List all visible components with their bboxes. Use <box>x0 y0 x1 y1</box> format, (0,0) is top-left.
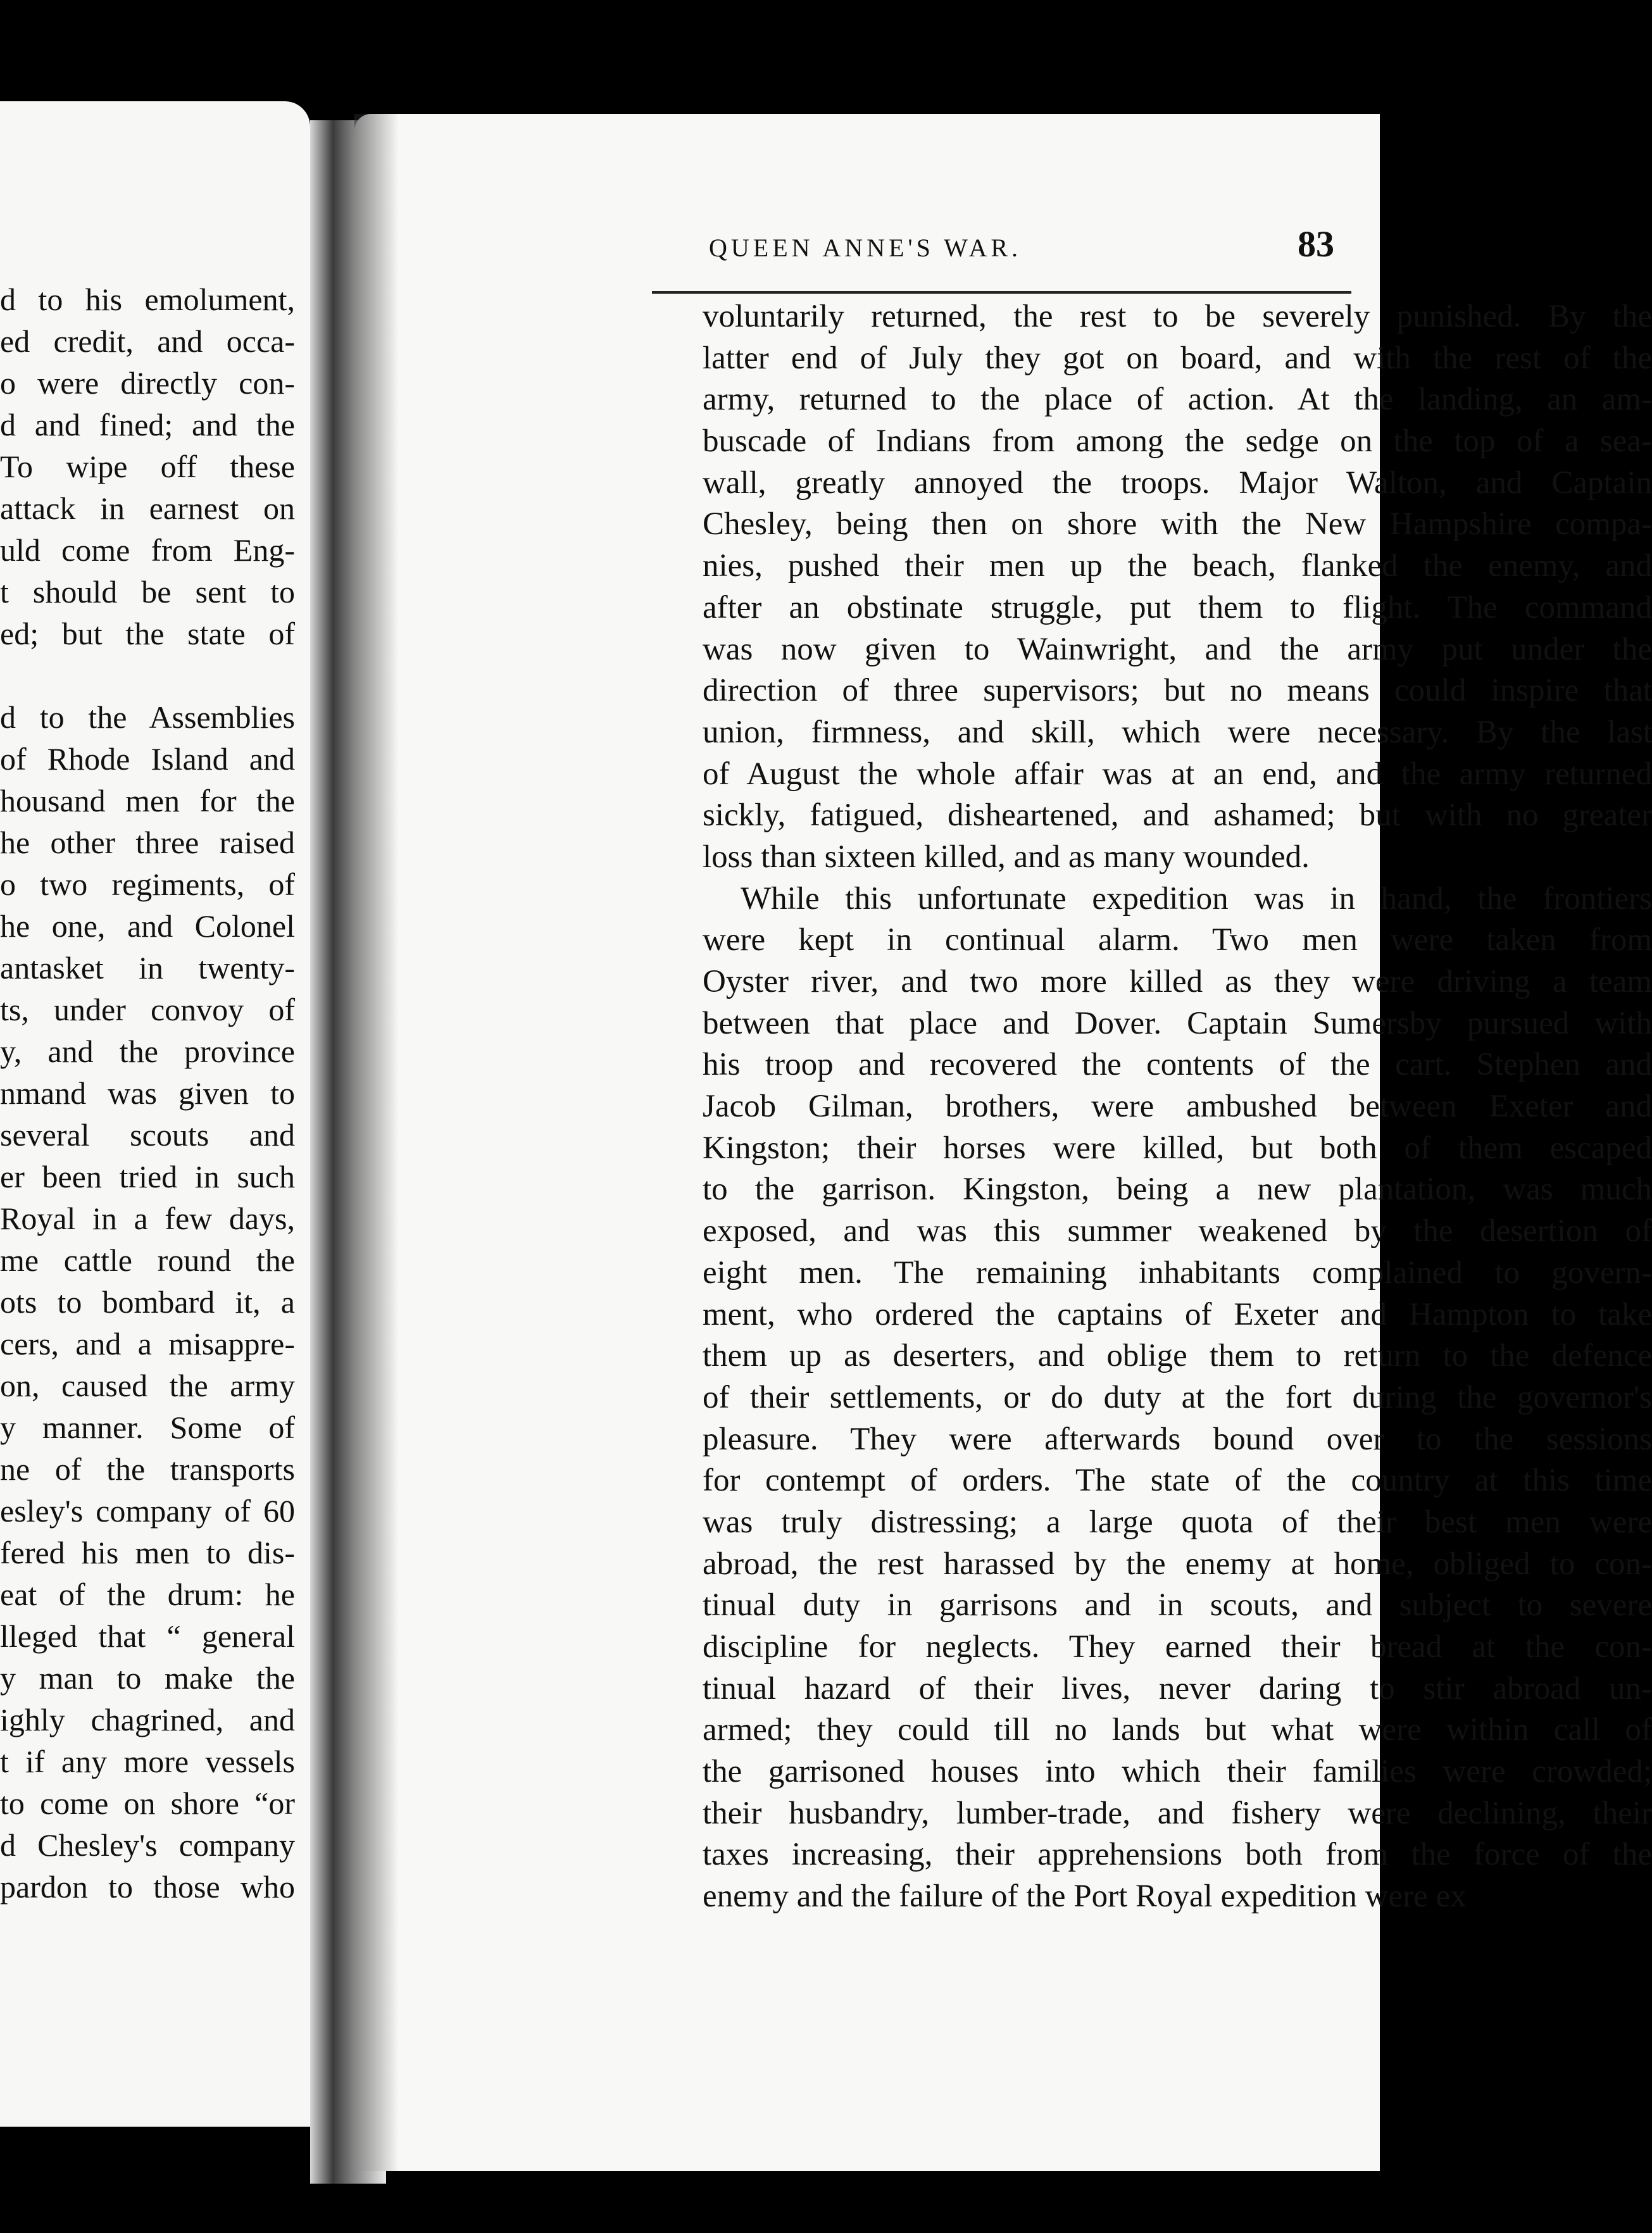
text-line: for contempt of orders. The state of the country at this time <box>703 1463 1652 1499</box>
left-text-line: attack in earnest on <box>0 491 295 526</box>
text-line: While this unfortunate expedition was in hand, the frontiers <box>741 880 1652 916</box>
text-line: nies, pushed their men up the beach, flanked the enemy, and <box>703 548 1652 584</box>
text-line: after an obstinate struggle, put them to flight. The command <box>703 589 1652 625</box>
running-head: QUEEN ANNE'S WAR. <box>709 234 1022 262</box>
page-number: 83 <box>1298 223 1334 265</box>
left-text-line: t should be sent to <box>0 574 295 610</box>
left-text-line: d and fined; and the <box>0 407 295 442</box>
left-text-line: d to his emolument, <box>0 282 295 317</box>
text-line: their husbandry, lumber-trade, and fishery were declining, their <box>703 1795 1652 1831</box>
text-line: direction of three supervisors; but no means could inspire that <box>703 673 1652 709</box>
text-line: enemy and the failure of the Port Royal expedition were ex <box>703 1879 1467 1915</box>
left-page <box>0 101 310 2127</box>
text-line: latter end of July they got on board, and with the rest of the <box>703 340 1652 376</box>
text-line: ment, who ordered the captains of Exeter and Hampton to take <box>703 1296 1652 1332</box>
left-text-line: antasket in twenty- <box>0 950 295 985</box>
text-line: Kingston; their horses were killed, but both of them escaped <box>703 1130 1652 1166</box>
left-text-line: d Chesley's company <box>0 1827 295 1863</box>
text-line: of August the whole affair was at an end, and the army returned <box>703 756 1652 792</box>
gutter-shadow <box>354 114 399 2171</box>
left-text-line: To wipe off these <box>0 449 295 484</box>
left-text-line <box>0 654 299 696</box>
left-page-text <box>0 278 299 1908</box>
text-line: union, firmness, and skill, which were necessary. By the last <box>703 714 1652 750</box>
text-line: Oyster river, and two more killed as they were driving a team <box>703 964 1652 999</box>
text-line: the garrisoned houses into which their families were crowded; <box>703 1754 1652 1790</box>
left-text-line: ne of the transports <box>0 1451 295 1487</box>
text-line: buscade of Indians from among the sedge on the top of a sea- <box>703 423 1652 460</box>
text-line: was now given to Wainwright, and the army put under the <box>703 631 1652 667</box>
text-line: between that place and Dover. Captain Sumersby pursued with <box>703 1005 1652 1041</box>
text-line: of their settlements, or do duty at the fort during the governor's <box>703 1379 1652 1415</box>
left-text-line: cers, and a misappre- <box>0 1326 295 1361</box>
left-text-line: fered his men to dis- <box>0 1535 295 1570</box>
left-text-line: of Rhode Island and <box>0 741 295 777</box>
text-line: discipline for neglects. They earned their bread at the con- <box>703 1629 1652 1665</box>
left-text-line: er been tried in such <box>0 1159 295 1194</box>
left-text-line: several scouts and <box>0 1117 295 1153</box>
text-line: sickly, fatigued, disheartened, and ashamed; but with no greater <box>703 798 1652 834</box>
left-text-line: he other three raised <box>0 825 295 860</box>
text-line: taxes increasing, their apprehensions both from the force of the <box>703 1837 1652 1873</box>
left-text-line: y manner. Some of <box>0 1410 295 1445</box>
left-text-line: o two regiments, of <box>0 866 295 902</box>
text-line: wall, greatly annoyed the troops. Major Walton, and Captain <box>703 465 1652 501</box>
text-line: Chesley, being then on shore with the New Hampshire compa- <box>703 506 1652 542</box>
left-text-line: ed; but the state of <box>0 616 295 651</box>
left-text-line: esley's company of 60 <box>0 1493 295 1529</box>
text-line: Jacob Gilman, brothers, were ambushed between Exeter and <box>703 1089 1652 1125</box>
left-text-line: y man to make the <box>0 1660 295 1696</box>
left-text-line: on, caused the army <box>0 1368 295 1403</box>
text-line: loss than sixteen killed, and as many wounded. <box>703 839 1310 875</box>
text-line: armed; they could till no lands but what were within call of <box>703 1712 1652 1748</box>
left-text-line: to come on shore “or <box>0 1786 295 1821</box>
left-text-line: eat of the drum: he <box>0 1577 295 1612</box>
left-text-line: Royal in a few days, <box>0 1201 295 1236</box>
text-line: tinual duty in garrisons and in scouts, and subject to severe <box>703 1587 1652 1623</box>
text-line: army, returned to the place of action. At the landing, an am- <box>703 382 1652 418</box>
text-line: pleasure. They were afterwards bound over to the sessions <box>703 1421 1652 1457</box>
left-text-line: me cattle round the <box>0 1242 295 1278</box>
text-line: tinual hazard of their lives, never daring to stir abroad un- <box>703 1670 1652 1706</box>
left-text-line: d to the Assemblies <box>0 699 295 735</box>
text-line: was truly distressing; a large quota of their best men were <box>703 1504 1652 1540</box>
left-text-line: housand men for the <box>0 783 295 818</box>
text-line: voluntarily returned, the rest to be severely punished. By the <box>703 299 1652 334</box>
left-text-line: uld come from Eng- <box>0 532 295 568</box>
left-text-line: nmand was given to <box>0 1075 295 1111</box>
text-line: exposed, and was this summer weakened by the desertion of <box>703 1213 1652 1249</box>
left-text-line: lleged that “ general <box>0 1618 295 1654</box>
body-text <box>703 296 1652 1918</box>
left-text-line: ed credit, and occa- <box>0 323 295 359</box>
text-line: his troop and recovered the contents of the cart. Stephen and <box>703 1047 1652 1083</box>
text-line: them up as deserters, and oblige them to return to the defence <box>703 1338 1652 1374</box>
text-line: to the garrison. Kingston, being a new plantation, was much <box>703 1172 1652 1208</box>
left-text-line: pardon to those who <box>0 1869 295 1905</box>
text-line: abroad, the rest harassed by the enemy at home, obliged to con- <box>703 1546 1652 1582</box>
left-text-line: ighly chagrined, and <box>0 1702 295 1737</box>
text-line: eight men. The remaining inhabitants complained to govern- <box>703 1254 1652 1291</box>
right-page <box>354 114 1652 2171</box>
text-line: were kept in continual alarm. Two men were taken from <box>703 922 1652 958</box>
left-text-line: o were directly con- <box>0 365 295 401</box>
left-text-line: ots to bombard it, a <box>0 1284 295 1320</box>
left-text-line: ts, under convoy of <box>0 992 295 1027</box>
left-text-line: he one, and Colonel <box>0 908 295 944</box>
left-text-line: y, and the province <box>0 1034 295 1069</box>
left-text-line: t if any more vessels <box>0 1744 295 1779</box>
